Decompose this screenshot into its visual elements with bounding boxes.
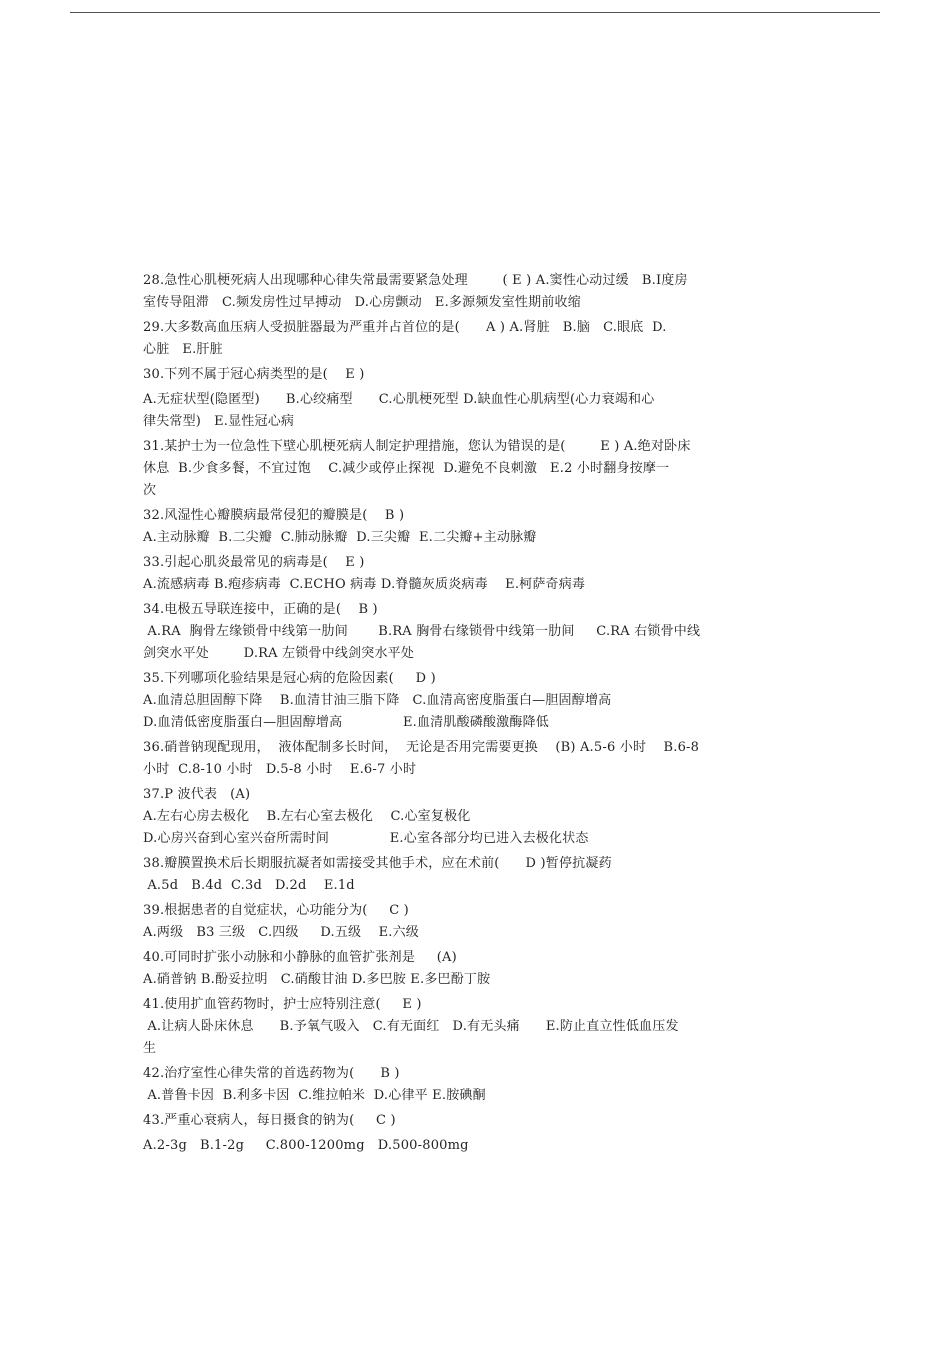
- q35-options-1: A.血清总胆固醇下降 B.血清甘油三脂下降 C.血清高密度脂蛋白—胆固醇增高: [143, 693, 612, 708]
- q30-options-2: 律失常型) E.显性冠心病: [143, 414, 295, 429]
- q28-line-1: 28.急性心肌梗死病人出现哪种心律失常最需要紧急处理 ( E ) A.窦性心动过缓 B.Ⅰ度房: [143, 273, 688, 288]
- q41-question: 41.使用扩血管药物时，护士应特别注意( E ): [143, 997, 422, 1012]
- q34-question: 34.电极五导联连接中，正确的是( B ): [143, 602, 378, 617]
- q30-question: 30.下列不属于冠心病类型的是( E ): [143, 367, 365, 382]
- q32-question: 32.风湿性心瓣膜病最常侵犯的瓣膜是( B ): [143, 508, 405, 523]
- q33-options: A.流感病毒 B.疱疹病毒 C.ECHO 病毒 D.脊髓灰质炎病毒 E.柯萨奇病毒: [143, 577, 586, 592]
- q39-options: A.两级 B3 三级 C.四级 D.五级 E.六级: [143, 925, 419, 940]
- q31-line-2: 休息 B.少食多餐，不宜过饱 C.减少或停止探视 D.避免不良刺激 E.2 小时翻身按摩一: [143, 461, 670, 476]
- q38-options: A.5d B.4d C.3d D.2d E.1d: [143, 878, 355, 893]
- q29-line-1: 29.大多数高血压病人受损脏器最为严重并占首位的是( A ) A.肾脏 B.脑 C.眼底 D.: [143, 320, 667, 335]
- header-rule: [70, 12, 880, 13]
- q41-options-2: 生: [143, 1041, 157, 1056]
- q37-options-1: A.左右心房去极化 B.左右心室去极化 C.心室复极化: [143, 809, 471, 824]
- q36-line-1: 36.硝普钠现配现用， 液体配制多长时间， 无论是否用完需要更换 (B) A.5-6 小时 B.6-8: [143, 740, 700, 755]
- q33-question: 33.引起心肌炎最常见的病毒是( E ): [143, 555, 365, 570]
- q39-question: 39.根据患者的自觉症状，心功能分为( C ): [143, 903, 409, 918]
- q29-line-2: 心脏 E.肝脏: [143, 342, 223, 357]
- q34-options-2: 剑突水平处 D.RA 左锁骨中线剑突水平处: [143, 646, 415, 661]
- question-list: [143, 270, 807, 1157]
- q35-options-2: D.血清低密度脂蛋白—胆固醇增高 E.血清肌酸磷酸激酶降低: [143, 715, 549, 730]
- q42-options: A.普鲁卡因 B.利多卡因 C.维拉帕米 D.心律平 E.胺碘酮: [143, 1088, 486, 1103]
- q40-question: 40.可同时扩张小动脉和小静脉的血管扩张剂是 (A): [143, 950, 457, 965]
- q37-question: 37.P 波代表 (A): [143, 787, 251, 802]
- q32-options: A.主动脉瓣 B.二尖瓣 C.肺动脉瓣 D.三尖瓣 E.二尖瓣+主动脉瓣: [143, 530, 537, 545]
- q42-question: 42.治疗室性心律失常的首选药物为( B ): [143, 1066, 400, 1081]
- q31-line-3: 次: [143, 483, 157, 498]
- q37-options-2: D.心房兴奋到心室兴奋所需时间 E.心室各部分均已进入去极化状态: [143, 831, 589, 846]
- q40-options: A.硝普钠 B.酚妥拉明 C.硝酸甘油 D.多巴胺 E.多巴酚丁胺: [143, 972, 491, 987]
- q30-options-1: A.无症状型(隐匿型) B.心绞痛型 C.心肌梗死型 D.缺血性心肌病型(心力衰竭和心: [143, 392, 655, 407]
- q31-line-1: 31.某护士为一位急性下壁心肌梗死病人制定护理措施，您认为错误的是( E ) A.绝对卧床: [143, 439, 691, 454]
- q38-question: 38.瓣膜置换术后长期服抗凝者如需接受其他手术，应在术前( D )暂停抗凝药: [143, 856, 612, 871]
- q28-line-2: 室传导阻滞 C.频发房性过早搏动 D.心房颤动 E.多源频发室性期前收缩: [143, 295, 581, 310]
- q41-options-1: A.让病人卧床休息 B.予氧气吸入 C.有无面红 D.有无头痛 E.防止直立性低血压发: [143, 1019, 679, 1034]
- q35-question: 35.下列哪项化验结果是冠心病的危险因素( D ): [143, 671, 436, 686]
- q34-options-1: A.RA 胸骨左缘锁骨中线第一肋间 B.RA 胸骨右缘锁骨中线第一肋间 C.RA 右锁骨中线: [143, 624, 701, 639]
- q43-question: 43.严重心衰病人，每日摄食的钠为( C ): [143, 1113, 396, 1128]
- q43-options: A.2-3g B.1-2g C.800-1200mg D.500-800mg: [143, 1138, 469, 1153]
- q36-line-2: 小时 C.8-10 小时 D.5-8 小时 E.6-7 小时: [143, 762, 417, 777]
